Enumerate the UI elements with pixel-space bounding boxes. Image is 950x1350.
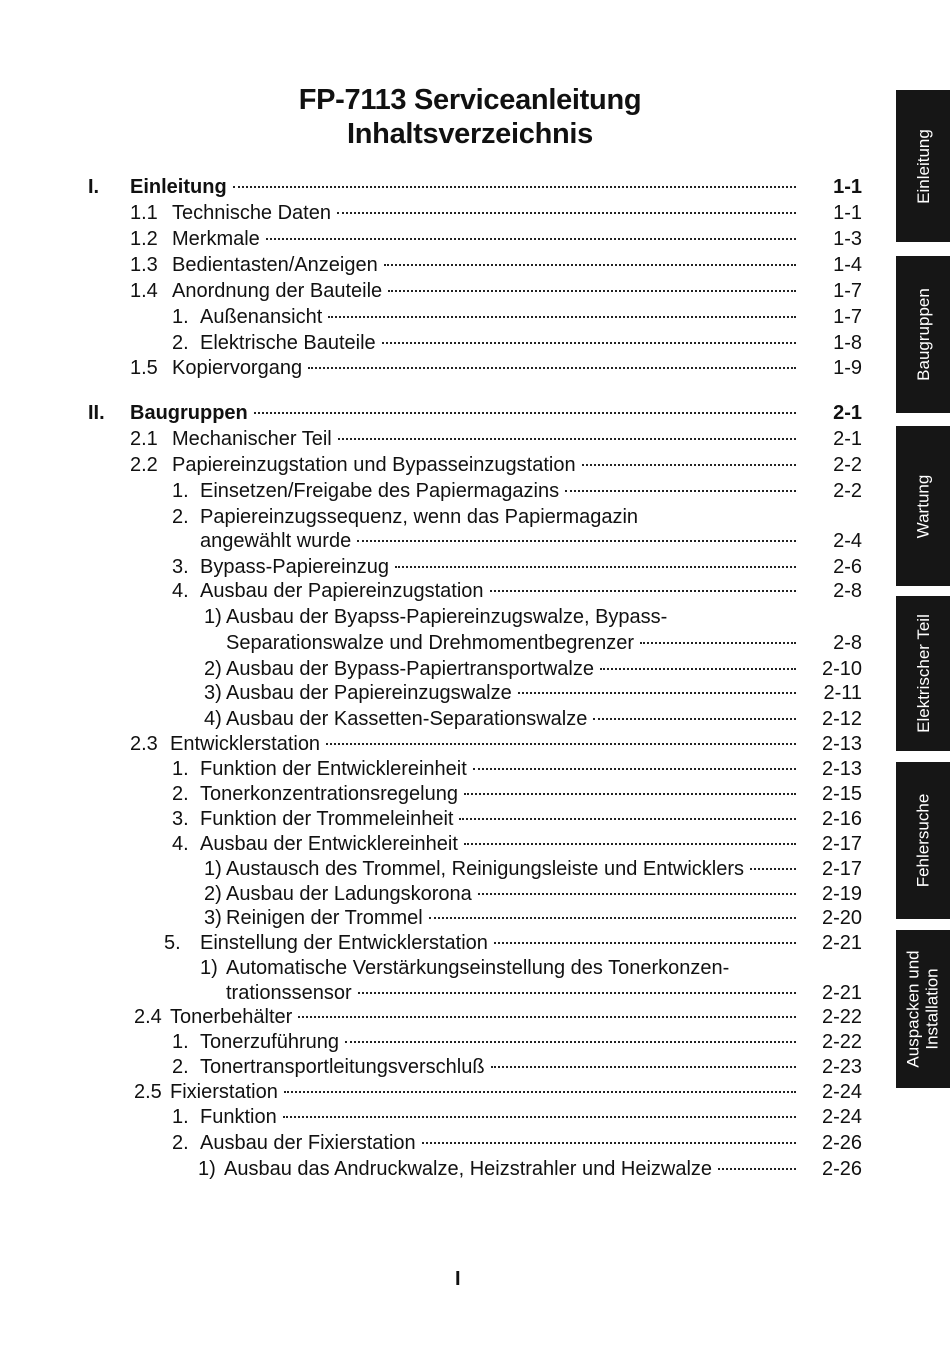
dot-leader [750, 868, 796, 870]
toc-entry-title: Reinigen der Trommel [226, 907, 423, 929]
toc-entry-page: 2-1 [833, 428, 862, 450]
toc-entry-title: Ausbau der Papiereinzugstation [200, 580, 484, 602]
toc-entry-number: 2. [172, 783, 189, 805]
toc-entry-title: Technische Daten [172, 202, 331, 224]
toc-entry [0, 881, 950, 907]
toc-entry [0, 200, 950, 226]
dot-leader [284, 1091, 796, 1093]
toc-entry-title: Kopiervorgang [172, 357, 303, 379]
tab-label: Baugruppen [913, 288, 933, 381]
toc-entry-title: Automatische Verstärkungseinstellung des Tonerkonzen- [226, 957, 730, 979]
dot-leader [518, 692, 796, 694]
toc-entry-page: 1-7 [833, 280, 862, 302]
toc-entry-page: 2-16 [821, 808, 862, 830]
toc-entry-number: 2. [172, 506, 189, 528]
toc-entry-page: 1-9 [833, 357, 862, 379]
toc-entry-number: 1.3 [130, 254, 158, 276]
toc-entry [0, 930, 950, 956]
dot-leader [582, 464, 796, 466]
toc-entry-title: trationssensor [226, 982, 352, 1004]
toc-entry-title: Funktion [200, 1106, 277, 1128]
toc-entry [0, 1054, 950, 1080]
toc-entry-page: 2-2 [833, 454, 862, 476]
dot-leader [308, 367, 796, 369]
toc-entry-title: Einsetzen/Freigabe des Papiermagazins [200, 480, 560, 502]
dot-leader [593, 718, 796, 720]
toc-entry-number: 2. [172, 1056, 189, 1078]
toc-entry [0, 528, 950, 554]
toc-entry-page: 2-6 [833, 556, 862, 578]
dot-leader [473, 768, 796, 770]
toc-entry-number: 1. [172, 306, 189, 328]
toc-entry-page: 2-22 [821, 1031, 862, 1053]
dot-leader [429, 917, 796, 919]
dot-leader [382, 342, 796, 344]
dot-leader [266, 238, 796, 240]
toc-entry-title: Mechanischer Teil [172, 428, 332, 450]
toc-entry [0, 856, 950, 882]
dot-leader [384, 264, 796, 266]
toc-entry-page: 2-19 [821, 883, 862, 905]
toc-entry [0, 980, 950, 1006]
dot-leader [491, 1066, 796, 1068]
toc-entry-title: Papiereinzugstation und Bypasseinzugstation [172, 454, 576, 476]
toc-entry-page: 2-21 [821, 982, 862, 1004]
toc-entry-number: 2. [172, 332, 189, 354]
toc-entry [0, 355, 950, 381]
toc-entry-page: 2-23 [821, 1056, 862, 1078]
toc-entry [0, 400, 950, 426]
toc-entry [0, 604, 950, 630]
toc-entry-title: Anordnung der Bauteile [172, 280, 383, 302]
toc-entry-number: 2.1 [130, 428, 158, 450]
toc-entry-number: 1) [198, 1158, 216, 1180]
toc-entry-page: 2-2 [833, 480, 862, 502]
toc-entry-number: II. [88, 402, 105, 424]
toc-entry-page: 1-1 [833, 176, 862, 198]
dot-leader [345, 1041, 796, 1043]
dot-leader [254, 412, 796, 414]
toc-entry [0, 278, 950, 304]
tab-auspacken-und-installation[interactable] [896, 930, 950, 1088]
toc-entry-page: 2-24 [821, 1106, 862, 1128]
dot-leader [233, 186, 796, 188]
toc-entry-title: Außenansicht [200, 306, 323, 328]
toc-entry [0, 452, 950, 478]
toc-entry [0, 756, 950, 782]
toc-entry-page: 2-22 [821, 1006, 862, 1028]
toc-entry [0, 304, 950, 330]
toc-entry-title: Ausbau der Kassetten-Separationswalze [226, 708, 588, 730]
dot-leader [337, 212, 796, 214]
toc-entry-number: 2.3 [130, 733, 158, 755]
toc-entry-page: 2-21 [821, 932, 862, 954]
toc-entry-title: Ausbau der Bypass-Papiertransportwalze [226, 658, 594, 680]
toc-entry-page: 2-20 [821, 907, 862, 929]
tab-label: Elektrischer Teil [913, 614, 933, 733]
toc-entry [0, 1156, 950, 1182]
toc-entry-page: 2-4 [833, 530, 862, 552]
toc-entry-number: 5. [164, 932, 181, 954]
toc-entry-number: 1. [172, 758, 189, 780]
toc-entry-title: Einleitung [130, 176, 227, 198]
toc-entry-number: 2) [204, 883, 222, 905]
dot-leader [478, 893, 796, 895]
dot-leader [718, 1168, 796, 1170]
toc-entry [0, 1104, 950, 1130]
toc-entry-page: 1-3 [833, 228, 862, 250]
toc-entry [0, 680, 950, 706]
toc-entry-number: 2.4 [134, 1006, 162, 1028]
toc-entry [0, 504, 950, 530]
toc-entry-page: 2-10 [821, 658, 862, 680]
toc-entry-page: 2-13 [821, 733, 862, 755]
dot-leader [395, 566, 796, 568]
toc-entry [0, 1079, 950, 1105]
toc-entry-title: Ausbau der Entwicklereinheit [200, 833, 458, 855]
toc-entry [0, 806, 950, 832]
toc-entry-page: 2-17 [821, 858, 862, 880]
toc-entry [0, 731, 950, 757]
toc-entry-title: Einstellung der Entwicklerstation [200, 932, 488, 954]
dot-leader [358, 992, 796, 994]
dot-leader [464, 793, 796, 795]
toc-entry [0, 252, 950, 278]
toc-entry-number: 3. [172, 556, 189, 578]
toc-entry [0, 554, 950, 580]
dot-leader [640, 642, 796, 644]
toc-entry-number: 1) [204, 858, 222, 880]
toc-entry-page: 1-4 [833, 254, 862, 276]
toc-entry-title: Fixierstation [170, 1081, 278, 1103]
dot-leader [328, 316, 796, 318]
tab-label: Wartung [913, 474, 933, 538]
document-subtitle: Inhaltsverzeichnis [346, 118, 594, 150]
toc-entry [0, 1130, 950, 1156]
dot-leader [388, 290, 796, 292]
dot-leader [565, 490, 796, 492]
toc-entry-page: 2-15 [821, 783, 862, 805]
toc-entry [0, 905, 950, 931]
dot-leader [298, 1016, 796, 1018]
toc-entry-number: I. [88, 176, 100, 198]
toc-entry-page: 2-8 [833, 580, 862, 602]
toc-entry-page: 1-1 [833, 202, 862, 224]
toc-entry-title: angewählt wurde [200, 530, 352, 552]
toc-entry-title: Tonerbehälter [170, 1006, 293, 1028]
dot-leader [326, 743, 796, 745]
toc-entry-page: 2-26 [821, 1158, 862, 1180]
toc-entry [0, 781, 950, 807]
toc-entry-title: Bypass-Papiereinzug [200, 556, 389, 578]
toc-entry-number: 2) [204, 658, 222, 680]
toc-entry-title: Merkmale [172, 228, 260, 250]
dot-leader [490, 590, 796, 592]
toc-entry-title: Funktion der Entwicklereinheit [200, 758, 467, 780]
tab-fehlersuche[interactable] [896, 762, 950, 919]
toc-entry-number: 1. [172, 1031, 189, 1053]
toc-entry-title: Bedientasten/Anzeigen [172, 254, 378, 276]
tab-einleitung[interactable] [896, 90, 950, 242]
toc-entry-title: Tonertransportleitungsverschluß [200, 1056, 485, 1078]
toc-entry-number: 2.5 [134, 1081, 162, 1103]
dot-leader [494, 942, 796, 944]
toc-entry-page: 2-13 [821, 758, 862, 780]
toc-entry-page: 2-24 [821, 1081, 862, 1103]
tab-baugruppen[interactable] [896, 256, 950, 413]
toc-entry-page: 2-12 [821, 708, 862, 730]
toc-entry-title: Baugruppen [130, 402, 248, 424]
toc-entry-title: Ausbau das Andruckwalze, Heizstrahler und Heizwalze [224, 1158, 713, 1180]
dot-leader [357, 540, 796, 542]
page-number: I [455, 1268, 461, 1290]
toc-entry [0, 226, 950, 252]
toc-entry-title: Ausbau der Papiereinzugswalze [226, 682, 512, 704]
dot-leader [338, 438, 796, 440]
toc-entry-number: 4. [172, 833, 189, 855]
toc-entry-number: 1) [200, 957, 218, 979]
toc-entry-page: 2-8 [833, 632, 862, 654]
toc-entry-number: 1.5 [130, 357, 158, 379]
toc-entry-number: 1. [172, 1106, 189, 1128]
toc-entry-number: 4. [172, 580, 189, 602]
toc-entry-number: 3) [204, 682, 222, 704]
toc-entry-number: 4) [204, 708, 222, 730]
dot-leader [283, 1116, 796, 1118]
toc-entry [0, 426, 950, 452]
toc-entry-page: 2-17 [821, 833, 862, 855]
toc-entry [0, 174, 950, 200]
dot-leader [464, 843, 796, 845]
toc-entry-page: 1-8 [833, 332, 862, 354]
toc-entry-page: 2-1 [833, 402, 862, 424]
toc-entry-number: 1.2 [130, 228, 158, 250]
toc-entry-number: 2.2 [130, 454, 158, 476]
toc-entry-number: 1. [172, 480, 189, 502]
toc-entry [0, 578, 950, 604]
toc-entry-page: 1-7 [833, 306, 862, 328]
toc-entry-title: Ausbau der Byapss-Papiereinzugswalze, Bypass- [226, 606, 668, 628]
toc-entry-title: Funktion der Trommeleinheit [200, 808, 454, 830]
toc-entry-title: Tonerzuführung [200, 1031, 339, 1053]
toc-entry [0, 831, 950, 857]
tab-label: Auspacken und Installation [904, 950, 943, 1068]
toc-entry-number: 3. [172, 808, 189, 830]
dot-leader [459, 818, 796, 820]
toc-entry-number: 3) [204, 907, 222, 929]
toc-entry-page: 2-26 [821, 1132, 862, 1154]
tab-label: Fehlersuche [913, 793, 933, 888]
dot-leader [422, 1142, 796, 1144]
toc-entry [0, 330, 950, 356]
toc-entry-title: Ausbau der Fixierstation [200, 1132, 416, 1154]
toc-entry [0, 706, 950, 732]
toc-entry-number: 1.4 [130, 280, 158, 302]
toc-entry-title: Entwicklerstation [170, 733, 321, 755]
toc-entry-number: 1) [204, 606, 222, 628]
toc-entry-title: Separationswalze und Drehmomentbegrenzer [226, 632, 635, 654]
tab-wartung[interactable] [896, 426, 950, 586]
toc-entry [0, 955, 950, 981]
toc-entry-title: Ausbau der Ladungskorona [226, 883, 472, 905]
toc-entry-title: Papiereinzugssequenz, wenn das Papiermagazin [200, 506, 639, 528]
toc-entry [0, 478, 950, 504]
toc-entry-number: 1.1 [130, 202, 158, 224]
dot-leader [600, 668, 796, 670]
toc-entry-number: 2. [172, 1132, 189, 1154]
toc-entry [0, 656, 950, 682]
tab-label: Einleitung [913, 128, 933, 204]
toc-entry-title: Austausch des Trommel, Reinigungsleiste und Entwicklers [226, 858, 745, 880]
toc-entry [0, 1004, 950, 1030]
toc-entry [0, 630, 950, 656]
document-title: FP-7113 Serviceanleitung [298, 84, 642, 116]
toc-entry [0, 1029, 950, 1055]
toc-entry-page: 2-11 [823, 682, 862, 704]
toc-entry-title: Tonerkonzentrationsregelung [200, 783, 458, 805]
tab-elektrischer-teil[interactable] [896, 596, 950, 751]
toc-entry-title: Elektrische Bauteile [200, 332, 376, 354]
